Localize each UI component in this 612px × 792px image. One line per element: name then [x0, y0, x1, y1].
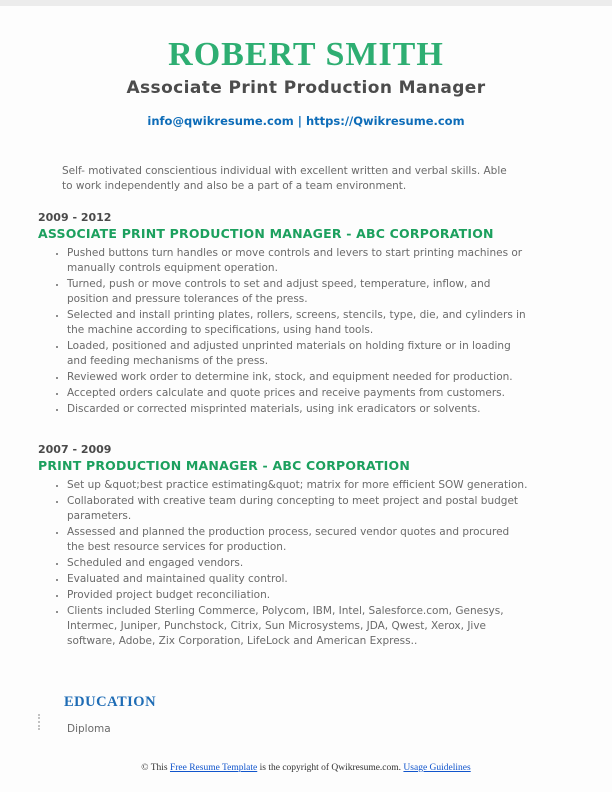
dotted-margin-mark	[38, 714, 40, 730]
experience-heading: PRINT PRODUCTION MANAGER - ABC CORPORATION	[38, 458, 411, 473]
contact-line: info@qwikresume.com | https://Qwikresume.com	[147, 114, 465, 128]
education-heading: EDUCATION	[64, 694, 157, 710]
bullet-item: • Turned, push or move controls to set and adjust speed, temperature, inflow, and position and pressure tolerances of the press.	[67, 277, 529, 307]
experience-dates: 2009 - 2012	[38, 211, 112, 224]
experience-dates: 2007 - 2009	[38, 443, 112, 456]
bullet-item: • Loaded, positioned and adjusted unprinted materials on holding fixture or in loading and feeding mechanisms of the press.	[67, 339, 529, 369]
bullet-item: • Set up &quot;best practice estimating&quot; matrix for more efficient SOW generation.	[67, 478, 529, 493]
experience-bullet-list	[38, 478, 529, 649]
resume-header	[0, 36, 612, 128]
bullet-item: • Pushed buttons turn handles or move controls and levers to start printing machines or manually controls equipment operation.	[67, 246, 529, 276]
footer-text-middle: is the copyright of Qwikresume.com.	[257, 763, 404, 773]
footer-text-prefix: © This	[141, 763, 170, 773]
candidate-title: Associate Print Production Manager	[126, 78, 486, 98]
bullet-item: • Evaluated and maintained quality control.	[67, 572, 529, 587]
bullet-item: • Clients included Sterling Commerce, Polycom, IBM, Intel, Salesforce.com, Genesys, Intermec, Juniper, Punchstock, Citrix, Sun Microsystems, JDA, Qwest, Xerox, Jive software, Adobe, Zix Corporation, LifeLock and American Express..	[67, 604, 529, 649]
experience-bullet-list	[38, 246, 529, 417]
education-item: Diploma	[67, 723, 111, 735]
bullet-item: • Discarded or corrected misprinted materials, using ink eradicators or solvents.	[67, 402, 529, 417]
experience-block-2	[38, 443, 612, 649]
bullet-item: • Reviewed work order to determine ink, stock, and equipment needed for production.	[67, 370, 529, 385]
bullet-item: • Scheduled and engaged vendors.	[67, 556, 529, 571]
summary-paragraph: Self- motivated conscientious individual with excellent written and verbal skills. Able to work independently and also be a part of a team environment.	[62, 165, 507, 192]
free-resume-template-link[interactable]: Free Resume Template	[169, 763, 258, 773]
bullet-item: • Assessed and planned the production process, secured vendor quotes and procured the best resource services for production.	[67, 525, 529, 555]
bullet-item: • Collaborated with creative team during concepting to meet project and postal budget parameters.	[67, 494, 529, 524]
usage-guidelines-link[interactable]: Usage Guidelines	[403, 763, 471, 773]
page-top-strip	[0, 0, 612, 6]
bullet-item: • Selected and install printing plates, rollers, screens, stencils, type, die, and cylinders in the machine according to specifications, using hand tools.	[67, 308, 529, 338]
bullet-item: • Accepted orders calculate and quote prices and receive payments from customers.	[67, 386, 529, 401]
page-footer	[0, 762, 612, 774]
candidate-name: ROBERT SMITH	[168, 36, 444, 73]
experience-block-1	[38, 211, 612, 417]
education-section	[64, 694, 156, 736]
experience-heading: ASSOCIATE PRINT PRODUCTION MANAGER - ABC CORPORATION	[38, 226, 494, 241]
bullet-item: • Provided project budget reconciliation.	[67, 588, 529, 603]
